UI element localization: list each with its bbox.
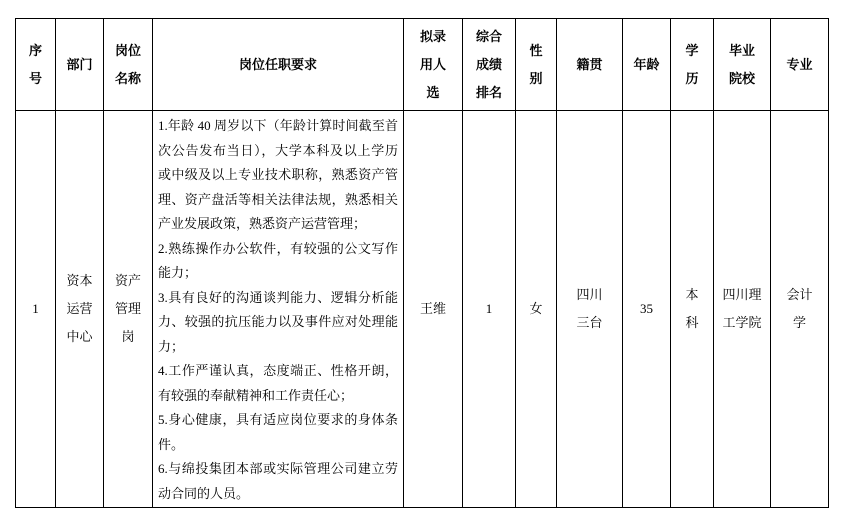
header-position-name (104, 19, 153, 111)
header-age (623, 19, 671, 111)
header-requirements (153, 19, 404, 111)
header-rank-label: 综合成绩排名 (475, 28, 502, 100)
native-place-value: 四川三台 (576, 287, 603, 330)
serial-number-value: 1 (32, 301, 39, 316)
table-header-row (16, 19, 829, 111)
header-education (671, 19, 714, 111)
age-value: 35 (640, 301, 653, 316)
cell-native-place (557, 111, 623, 508)
header-school-label: 毕业院校 (728, 42, 755, 86)
requirement-item-2: 2.熟练操作办公软件，有较强的公文写作能力； (158, 240, 398, 280)
header-requirements-label: 岗位任职要求 (238, 56, 317, 72)
table-row (16, 111, 829, 508)
candidate-value: 王维 (419, 301, 446, 316)
header-gender (516, 19, 557, 111)
header-position-name-label: 岗位名称 (114, 42, 141, 86)
department-value: 资本运营中心 (66, 273, 93, 344)
header-native-place (557, 19, 623, 111)
requirement-item-6: 6.与绵投集团本部或实际管理公司建立劳动合同的人员。 (158, 461, 398, 501)
header-school (714, 19, 771, 111)
cell-rank (463, 111, 516, 508)
cell-department (56, 111, 104, 508)
header-age-label: 年龄 (633, 56, 660, 72)
cell-age (623, 111, 671, 508)
requirement-item-1: 1.年龄 40 周岁以下（年龄计算时间截至首次公告发布当日），大学本科及以上学历或中级及以上专业技术职称，熟悉资产管理、资产盘活等相关法律法规，熟悉相关产业发展政策，熟悉资产运营管理； (158, 118, 398, 231)
education-value: 本科 (685, 287, 699, 330)
recruitment-table (15, 18, 829, 508)
header-serial-number (16, 19, 56, 111)
cell-education (671, 111, 714, 508)
requirement-item-3: 3.具有良好的沟通谈判能力、逻辑分析能力、较强的抗压能力以及事件应对处理能力； (158, 289, 398, 354)
major-value: 会计学 (786, 287, 813, 330)
header-department-label: 部门 (66, 56, 93, 72)
header-candidate (404, 19, 463, 111)
header-serial-number-label: 序号 (28, 42, 42, 86)
rank-value: 1 (485, 301, 493, 316)
cell-school (714, 111, 771, 508)
header-major (771, 19, 829, 111)
header-gender-label: 性别 (529, 42, 543, 86)
cell-major (771, 111, 829, 508)
header-native-place-label: 籍贯 (576, 56, 603, 72)
cell-position-name (104, 111, 153, 508)
header-candidate-label: 拟录用人选 (419, 28, 446, 100)
position-name-value: 资产管理岗 (114, 273, 141, 344)
requirement-item-4: 4.工作严谨认真，态度端正、性格开朗，有较强的奉献精神和工作责任心； (158, 363, 398, 403)
cell-candidate (404, 111, 463, 508)
cell-gender (516, 111, 557, 508)
cell-serial-number (16, 111, 56, 508)
header-education-label: 学历 (685, 42, 699, 86)
school-value: 四川理工学院 (722, 287, 762, 330)
cell-requirements (153, 111, 404, 508)
requirement-item-5: 5.身心健康，具有适应岗位要求的身体条件。 (158, 412, 398, 452)
header-major-label: 专业 (786, 56, 813, 72)
header-rank (463, 19, 516, 111)
gender-value: 女 (529, 301, 543, 316)
header-department (56, 19, 104, 111)
